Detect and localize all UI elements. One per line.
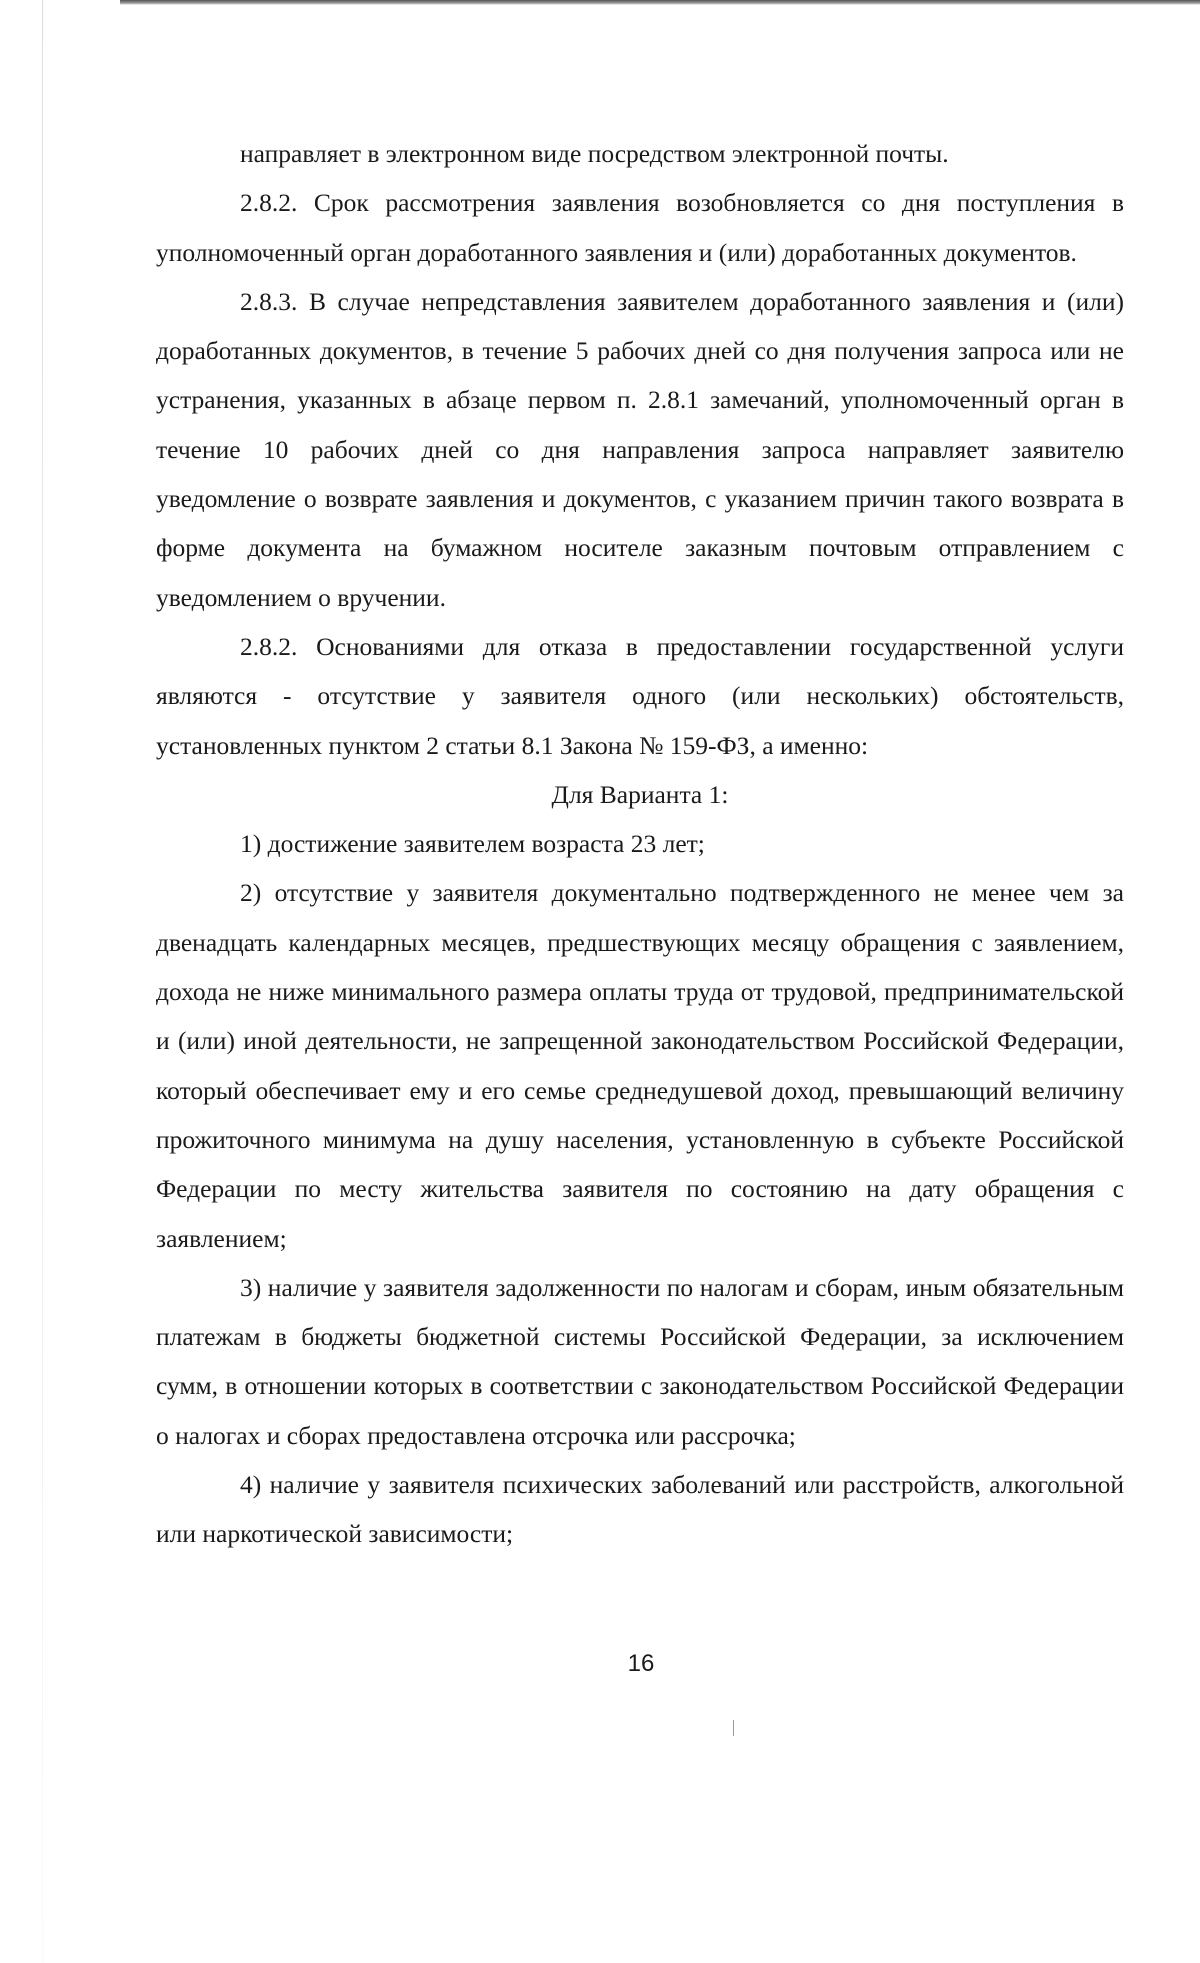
list-item-4: 4) наличие у заявителя психических заболеваний или расстройств, алкогольной или наркотической зависимости;	[156, 1470, 1124, 1549]
variant-heading: Для Варианта 1:	[551, 779, 729, 809]
list-item-2: 2) отсутствие у заявителя документально подтвержденного не менее чем за двенадцать календарных месяцев, предшествующих месяцу обращения с заявлением, дохода не ниже минимального размера оплаты труда от трудовой, предпринимательской и (или) иной деятельности, не запрещенной законодательством Российской Федерации, который обеспечивает ему и его семье среднедушевой доход, превышающий величину прожиточного минимума на душу населения, установленную в субъекте Российской Федерации по месту жительства заявителя по состоянию на дату обращения с заявлением;	[156, 878, 1124, 1253]
document-body	[156, 129, 1124, 1559]
paragraph-2-8-3-return: 2.8.3. В случае непредставления заявителем доработанного заявления и (или) доработанных документов, в течение 5 рабочих дней со дня получения запроса или не устранения, указанных в абзаце первом п. 2.8.1 замечаний, уполномоченный орган в течение 10 рабочих дней со дня направления запроса направляет заявителю уведомление о возврате заявления и документов, с указанием причин такого возврата в форме документа на бумажном носителе заказным почтовым отправлением с уведомлением о вручении.	[156, 286, 1124, 612]
list-item-1: 1) достижение заявителем возраста 23 лет;	[240, 829, 705, 859]
page-number: 16	[627, 1650, 655, 1677]
scan-top-edge	[120, 0, 1200, 5]
paragraph-email-delivery: направляет в электронном виде посредством электронной почты.	[240, 139, 949, 168]
paragraph-2-8-2-review-period: 2.8.2. Срок рассмотрения заявления возобновляется со дня поступления в уполномоченный орган доработанного заявления и (или) доработанных документов.	[156, 188, 1124, 267]
list-item-3: 3) наличие у заявителя задолженности по налогам и сборам, иным обязательным платежам в бюджеты бюджетной системы Российской Федерации, за исключением сумм, в отношении которых в соответствии с законодательством Российской Федерации о налогах и сборах предоставлена отсрочка или рассрочка;	[156, 1272, 1124, 1450]
scan-artifact-mark	[733, 1720, 734, 1736]
paragraph-2-8-2-refusal-grounds: 2.8.2. Основаниями для отказа в предоставлении государственной услуги являются - отсутствие у заявителя одного (или нескольких) обстоятельств, установленных пунктом 2 статьи 8.1 Закона № 159-ФЗ, а именно:	[156, 631, 1124, 760]
